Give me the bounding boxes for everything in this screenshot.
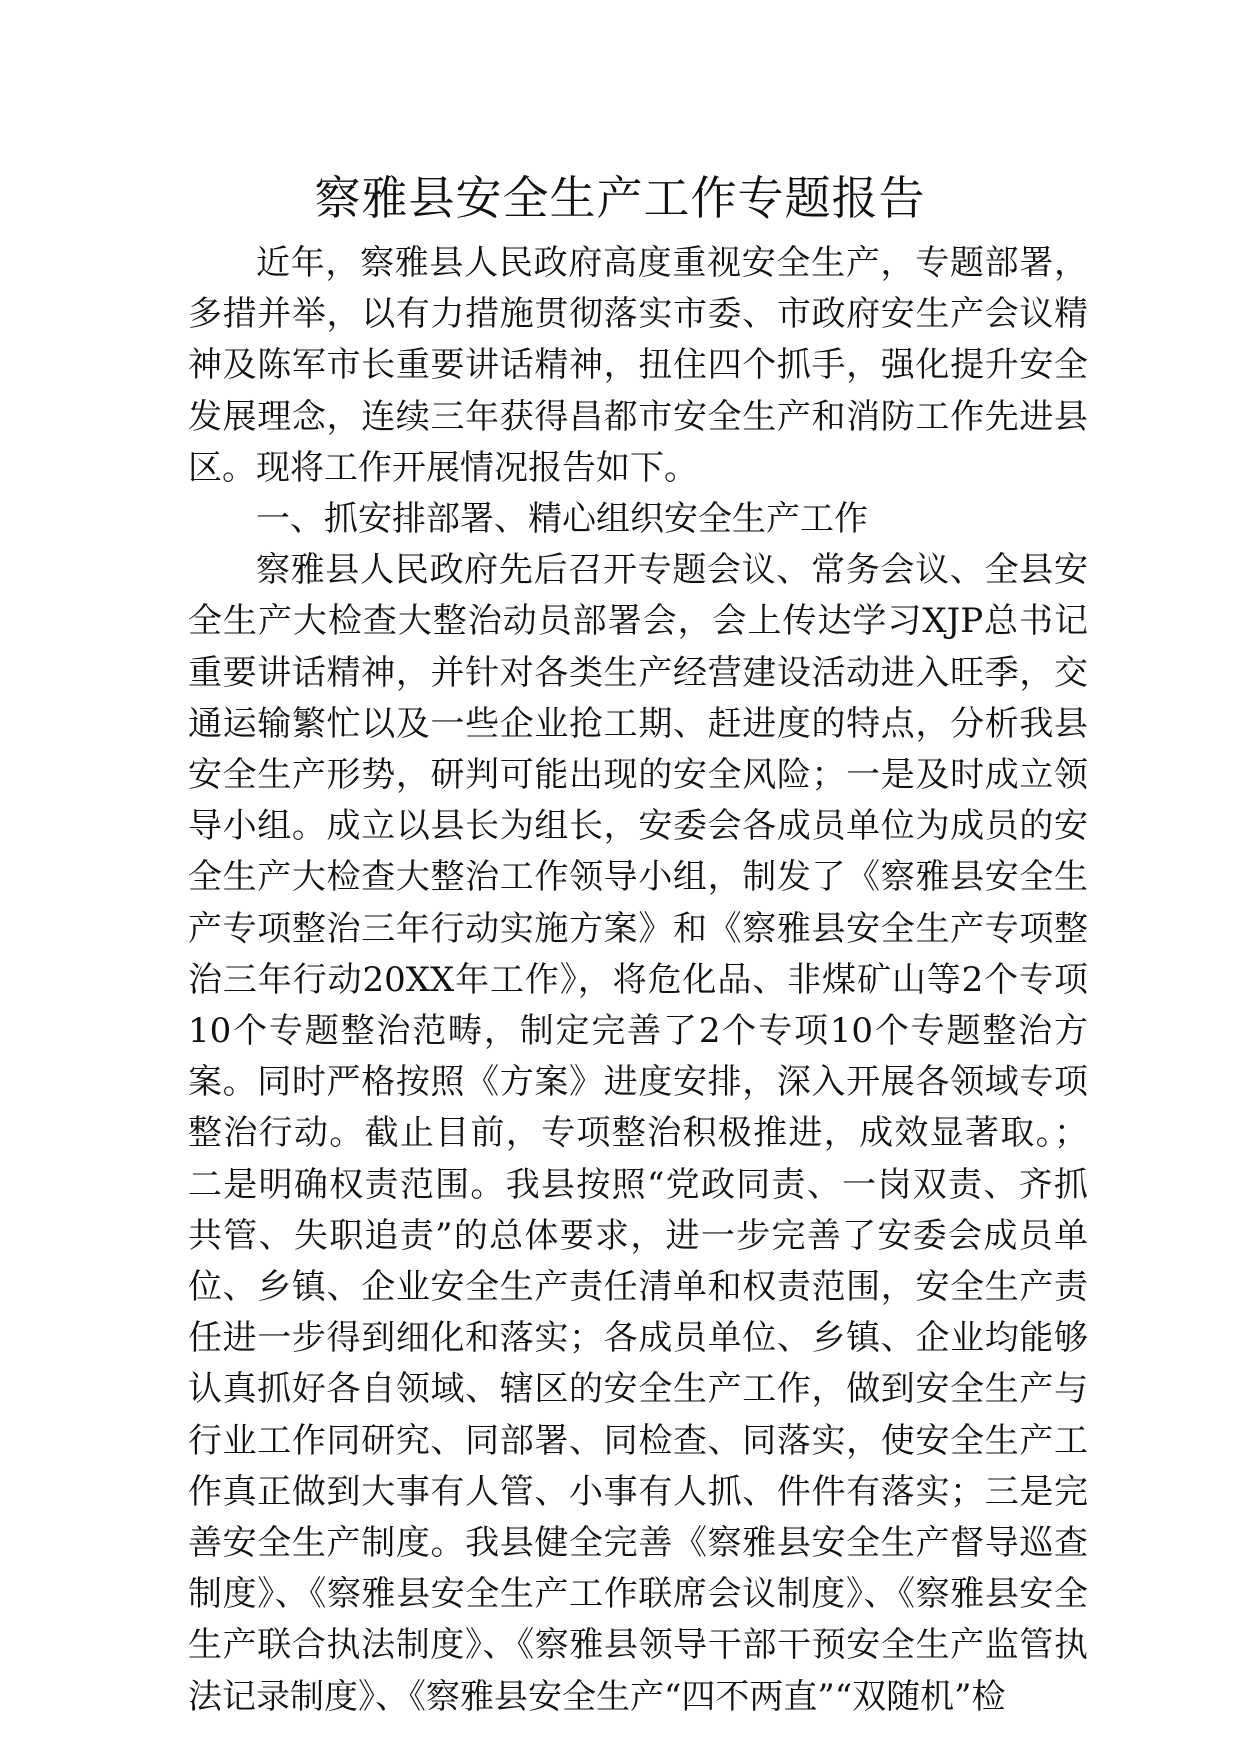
document-title: 察雅县安全生产工作专题报告	[314, 171, 926, 225]
document-body	[188, 238, 1088, 1723]
body-paragraph: 察雅县人民政府先后召开专题会议、常务会议、全县安全生产大检查大整治动员部署会，会上传达学习XJP总书记重要讲话精神，并针对各类生产经营建设活动进入旺季，交通运输繁忙以及一些企业抢工期、赶进度的特点，分析我县安全生产形势，研判可能出现的安全风险；一是及时成立领导小组。成立以县长为组长，安委会各成员单位为成员的安全生产大检查大整治工作领导小组，制发了《察雅县安全生产专项整治三年行动实施方案》和《察雅县安全生产专项整治三年行动20XX年工作》，将危化品、非煤矿山等2个专项10个专题整治范畴，制定完善了2个专项10个专题整治方案。同时严格按照《方案》进度安排，深入开展各领域专项整治行动。截止目前，专项整治积极推进，成效显著取。；二是明确权责范围。我县按照“党政同责、一岗双责、齐抓共管、失职追责”的总体要求，进一步完善了安委会成员单位、乡镇、企业安全生产责任清单和权责范围，安全生产责任进一步得到细化和落实；各成员单位、乡镇、企业均能够认真抓好各自领域、辖区的安全生产工作，做到安全生产与行业工作同研究、同部署、同检查、同落实，使安全生产工作真正做到大事有人管、小事有人抓、件件有落实；三是完善安全生产制度。我县健全完善《察雅县安全生产督导巡查制度》、《察雅县安全生产工作联席会议制度》、《察雅县安全生产联合执法制度》、《察雅县领导干部干预安全生产监管执法记录制度》、《察雅县安全生产“四不两直”“双随机”检	[188, 550, 1088, 1717]
intro-paragraph: 近年，察雅县人民政府高度重视安全生产，专题部署，多措并举，以有力措施贯彻落实市委、市政府安生产会议精神及陈军市长重要讲话精神，扭住四个抓手，强化提升安全发展理念，连续三年获得昌都市安全生产和消防工作先进县区。现将工作开展情况报告如下。	[188, 243, 1088, 488]
section-heading: 一、抓安排部署、精心组织安全生产工作	[256, 499, 868, 540]
